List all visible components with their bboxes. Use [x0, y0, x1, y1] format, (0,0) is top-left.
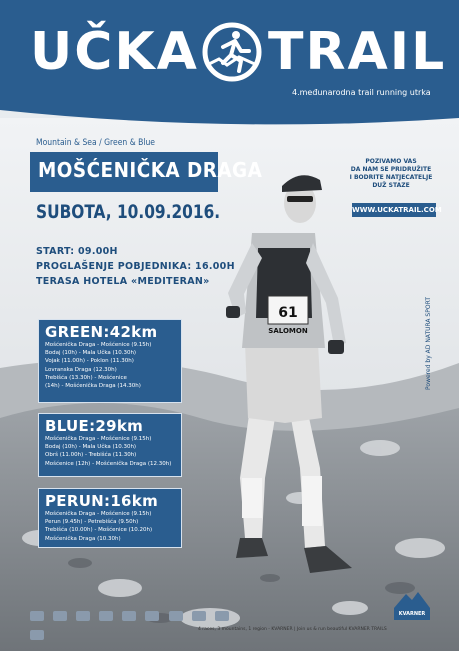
bib-number: 61 [278, 305, 298, 321]
race-name: PERUN:16km [45, 492, 159, 510]
sponsor-logo [215, 611, 229, 621]
race-line: Mošćenička Draga (10.30h) [45, 535, 121, 542]
race-line: Mošćenička Draga - Mošćenice (9.15h) [45, 342, 152, 348]
race-line: Lovranska Draga (12.30h) [45, 366, 117, 373]
race-line: (14h) - Mošćenička Draga (14.30h) [45, 383, 141, 390]
venue: TERASA HOTELA «MEDITERAN» [36, 276, 210, 287]
race-line: Mošćenička Draga - Mošćenice (9.15h) [45, 511, 152, 517]
race-line: Obrš (11.00h) - Trebišća (11.30h) [45, 452, 137, 459]
invite-line: DUŽ STAZE [372, 182, 410, 189]
sponsor-logo [145, 611, 159, 621]
powered-by-text [420, 270, 434, 390]
race-box-green [38, 319, 182, 403]
bib-brand: SALOMON [268, 327, 308, 335]
logo-text-right: TRAIL [268, 22, 447, 82]
kvarner-label: KVARNER [398, 611, 426, 617]
race-name: GREEN:42km [45, 323, 158, 341]
race-line: Perun (9.45h) - Petrebišća (9.50h) [45, 519, 139, 526]
race-line: Bodaj (10h) - Mala Učka (10.30h) [45, 444, 137, 451]
event-date: SUBOTA, 10.09.2016. [36, 201, 221, 223]
sponsor-logo [30, 630, 44, 640]
sponsor-logo [99, 611, 113, 621]
logo-text-left: UČKA [30, 22, 199, 82]
award-time: PROGLAŠENJE POBJEDNIKA: 16.00H [36, 261, 235, 272]
invitation-text [346, 158, 436, 190]
race-line: Trebišća (13.30h) - Mošćenice [45, 374, 127, 381]
event-title: MOŠĆENIČKA DRAGA [38, 158, 263, 182]
race-line: Bodaj (10h) - Mala Učka (10.30h) [45, 350, 137, 357]
race-line: Mošćenička Draga - Mošćenice (9.15h) [45, 436, 152, 442]
sponsor-logo [122, 611, 136, 621]
race-box-blue [38, 413, 182, 477]
svg-text:Powered by AD NATURA SPORT: Powered by AD NATURA SPORT [425, 297, 432, 390]
event-subtitle: 4.međunarodna trail running utrka [292, 88, 431, 97]
website-link[interactable]: WWW.UCKATRAIL.COM [352, 203, 436, 217]
sponsor-logo [169, 611, 183, 621]
footer-note: 4 races, 3 mountains, 1 region - KVARNER | Join us & run beautiful KVARNER TRAILS [198, 627, 387, 632]
race-box-perun [38, 488, 182, 548]
race-line: Mošćenice (12h) - Mošćenička Draga (12.30h) [45, 460, 172, 467]
sponsor-logo [192, 611, 206, 621]
sponsor-logo [76, 611, 90, 621]
race-line: Trebišća (10.00h) - Mošćenice (10.20h) [45, 527, 153, 534]
sponsor-logos [30, 606, 240, 618]
runner-logo-icon [201, 21, 263, 83]
race-name: BLUE:29km [45, 417, 144, 435]
tagline: Mountain & Sea / Green & Blue [36, 138, 156, 148]
start-time: START: 09.00H [36, 246, 118, 257]
sponsor-logo [53, 611, 67, 621]
invite-line: DA NAM SE PRIDRUŽITE [350, 166, 432, 173]
sponsor-logo [30, 611, 44, 621]
race-line: Vojak (11.00h) - Poklon (11.30h) [45, 358, 134, 365]
invite-line: POZIVAMO VAS [365, 158, 417, 165]
invite-line: I BODRITE NATJECATELJE [349, 174, 433, 181]
